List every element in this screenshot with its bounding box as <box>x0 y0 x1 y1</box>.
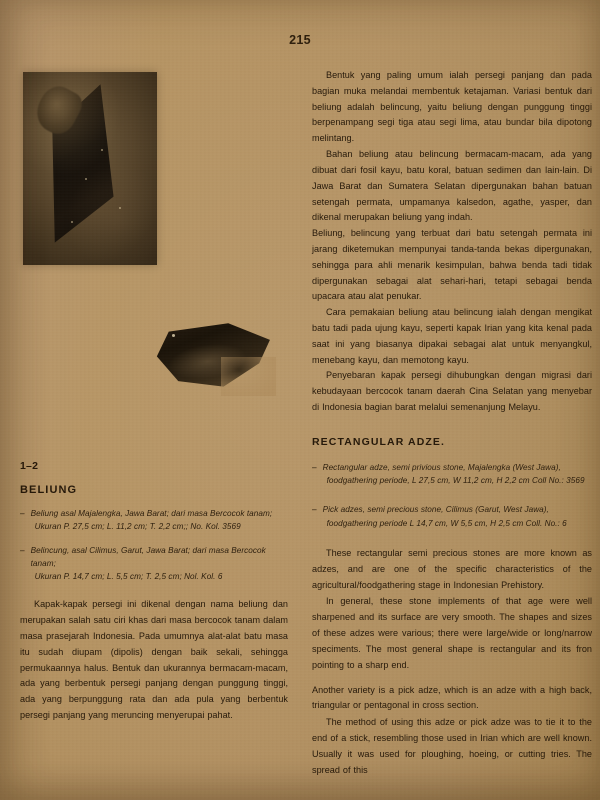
left-column <box>20 60 288 724</box>
paragraph-gap <box>312 674 592 683</box>
caption-list <box>20 507 288 583</box>
english-caption-list <box>312 461 592 530</box>
list-dash: – <box>20 545 25 555</box>
indonesian-body-paragraph: Penyebaran kapak persegi dihubungkan dengan migrasi dari kebudayaan bercocok tanam daerah Cina Selatan yang menyebar di Indonesia bagian barat melalui semenanjung Melayu. <box>312 370 592 413</box>
page-number: 215 <box>289 33 311 47</box>
indonesian-body-paragraph: Kapak-kapak persegi ini dikenal dengan nama beliung dan merupakan salah satu ciri khas dari masa bercocok tanam dalam masa prasejarah Indonesia. Pada umumnya alat-alat batu masa itu sudah diupam (dipolis) dengan baik sekali, sehingga permukaannya halus. Bentuk dan ukurannya bermacam-macam, ada yang berbentuk persegi panjang dengan punggung tinggi, ada yang berpunggung rata dan ada pula yang berbentuk persegi panjang yang meruncing menyerupai pahat. <box>20 599 288 721</box>
caption-line: Ukuran P. 14,7 cm; L. 5,5 cm; T. 2,5 cm; Nol. Kol. 6 <box>34 572 223 582</box>
right-column <box>312 68 592 778</box>
english-body-paragraph: Another variety is a pick adze, which is an adze with a high back, triangular or pentagonal in cross section. <box>312 684 592 711</box>
caption-line: foodgathering periode L 14,7 cm, W 5,5 cm, H 2,5 cm Coll. No.: 6 <box>326 518 567 528</box>
indonesian-body-paragraph: Bentuk yang paling umum ialah persegi panjang dan pada bagian muka melandai membentuk ketajaman. Variasi bentuk dari beliung adalah belincung, yaitu beliung dengan punggung tinggi berpenampang segi tiga atau segi lima, atau bundar bila dipotong melintang. <box>312 70 592 144</box>
list-dash: – <box>312 462 317 472</box>
caption-item <box>20 507 288 534</box>
caption-line: Belincung, asal Cilimus, Garut, Jawa Barat; dari masa Bercocok tanam; <box>30 545 266 568</box>
list-dash: – <box>312 505 317 515</box>
indonesian-body-paragraph: Bahan beliung atau belincung bermacam-macam, ada yang dibuat dari fosil kayu, batu koral, batuan sedimen dan lain-lain. Di Jawa Barat dan Sumatera Selatan dipergunakan bahan batuan setengah permata, umpamanya kalsedon, agathe, yasper, dan dikenal merupakan beliung yang indah. <box>312 149 592 223</box>
indonesian-body-paragraph: Cara pemakaian beliung atau belincung ialah dengan mengikat batu tadi pada ujung kayu, seperti kapak Irian yang kita kenal pada saat ini yang biasanya dipakai sebagai alat untuk menyangkul, menebang kayu, dan memotong kayu. <box>312 307 592 365</box>
caption-line: Ukuran P. 27,5 cm; L. 11,2 cm; T. 2,2 cm;; No. Kol. 3569 <box>34 522 241 532</box>
caption-line: Pick adzes, semi precious stone, Cilimus (Garut, West Jawa), <box>322 505 549 515</box>
section-heading: RECTANGULAR ADZE. <box>312 435 446 448</box>
caption-line: Rectangular adze, semi privious stone, Majalengka (West Jawa), <box>322 462 561 472</box>
english-body <box>312 546 592 778</box>
caption-title: BELIUNG <box>20 484 78 496</box>
figure-number: 1–2 <box>20 460 39 472</box>
english-body-paragraph: The method of using this adze or pick adze was to tie it to the end of a stick, resembling those used in Irian which are well known. Usually it was used for ploughing, hoeing, or cutting tries. The spread of this <box>312 717 592 775</box>
caption-item <box>20 544 288 584</box>
figure-space <box>20 60 288 460</box>
english-body-paragraph: In general, these stone implements of that age were well sharpened and its surface are very smooth. The shapes and sizes of these adzes were various; there were large/wide or long/narrow speciments. The most general shape is rectangular and its fron pointing to a sharp end. <box>312 596 592 670</box>
caption-item <box>312 503 592 530</box>
indonesian-body-paragraph: Beliung, belincung yang terbuat dari batu setengah permata ini jarang diketemukan mempunyai tanda-tanda bekas dipergunakan, sehingga para ahli menarik kesimpulan, bahwa benda tadi tidak dipergunakan sebagai alat sehari-hari, tetapi sebagai benda upacara atau alat penukar. <box>312 228 592 302</box>
list-dash: – <box>20 509 25 518</box>
caption-line: foodgathering periode, L 27,5 cm, W 11,2 cm, H 2,2 cm Coll No.: 3569 <box>326 476 585 486</box>
english-body-paragraph: These rectangular semi precious stones are more known as adzes, and are one of the specific characteristics of the agricultural/foodgathering stage in Indonesian Prehistory. <box>312 548 592 590</box>
caption-item <box>312 461 592 488</box>
caption-line: Beliung asal Majalengka, Jawa Barat; dari masa Bercocok tanam; <box>30 509 273 518</box>
